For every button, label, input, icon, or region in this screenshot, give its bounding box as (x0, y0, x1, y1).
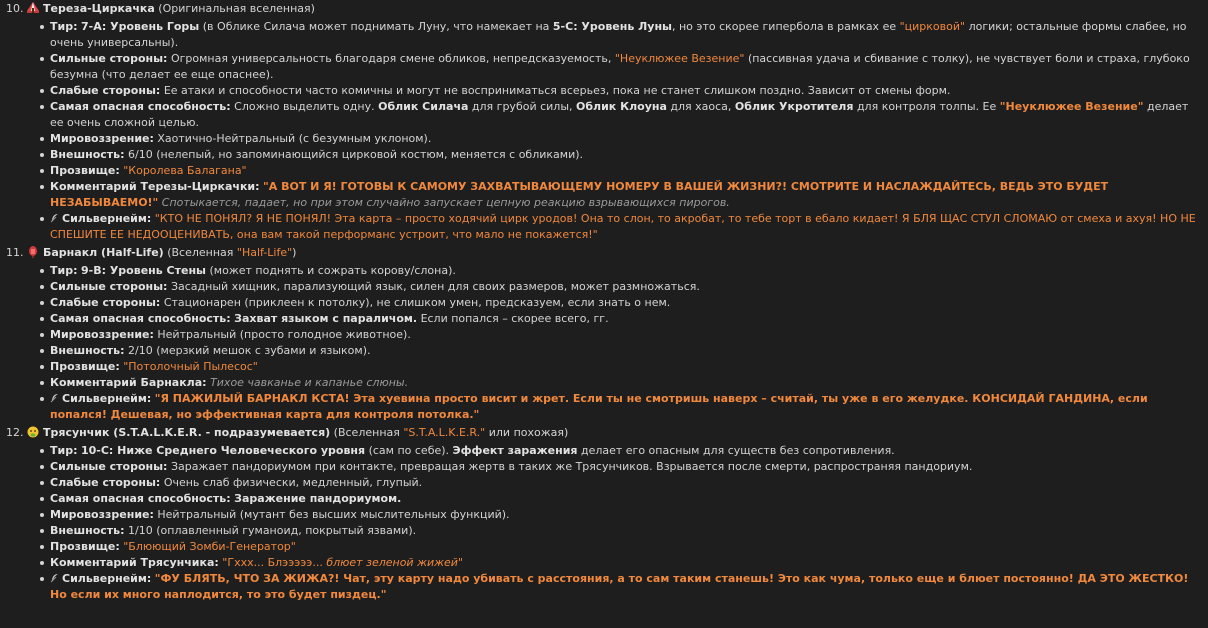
silvername-item: Сильвернейм: "КТО НЕ ПОНЯЛ? Я НЕ ПОНЯЛ! Эта карта – просто ходячий цирк уродов! Она то слон, то акробат, то тебе торт в ебало кидает! Я БЛЯ ЩАС СТУЛ СЛОМАЮ от смеха и ахуя! НО НЕ СПЕШИТЕ ЕЕ НЕДООЦЕНИВАТЬ, она вам такой перформанс устроит, что мало не покажется!" (50, 211, 1198, 243)
danger-item: Самая опасная способность: Захват языком с параличом. Если попался – скорее всего, гг. (50, 311, 1198, 327)
tier-value: 10-C: Ниже Среднего Человеческого уровня (80, 444, 366, 457)
entry-title: Тереза-Циркачка (43, 2, 155, 15)
appearance-item: Внешность: 1/10 (оплавленный гуманоид, покрытый язвами). (50, 523, 1198, 539)
danger-item: Самая опасная способность: Сложно выделить одну. Облик Силача для грубой силы, Облик Клоуна для хаоса, Облик Укротителя для контроля толпы. Ее "Неуклюжее Везение" делает ее очень сложной целью. (50, 99, 1198, 131)
tier-value: 7-A: Уровень Горы (80, 20, 200, 33)
entry-barnacle (6, 245, 1198, 423)
entry-universe: (Оригинальная вселенная) (158, 2, 315, 15)
comment-item: Комментарий Барнакла: Тихое чавканье и капанье слюны. (50, 375, 1198, 391)
circus-tent-icon (26, 2, 40, 14)
entry-number: 11. (6, 246, 24, 259)
alignment-item: Мировоззрение: Нейтральный (мутант без высших мыслительных функций). (50, 507, 1198, 523)
entry-heading: 11. Барнакл (Half-Life) (Вселенная "Half-Life") (6, 246, 297, 259)
entry-heading: 12. Трясунчик (S.T.A.L.K.E.R. - подразумевается) (Вселенная "S.T.A.L.K.E.R." или похожая) (6, 426, 569, 439)
weaknesses-item: Слабые стороны: Ее атаки и способности часто комичны и могут не восприниматься всерьез, пока не станет слишком поздно. Зависит от смены форм. (50, 83, 1198, 99)
nickname-item: Прозвище: "Блюющий Зомби-Генератор" (50, 539, 1198, 555)
feather-icon (50, 393, 60, 403)
appearance-item: Внешность: 6/10 (нелепый, но запоминающийся цирковой костюм, меняется с обликами). (50, 147, 1198, 163)
alignment-item: Мировоззрение: Нейтральный (просто голодное животное). (50, 327, 1198, 343)
appearance-item: Внешность: 2/10 (мерзкий мешок с зубами и языком). (50, 343, 1198, 359)
alignment-item: Мировоззрение: Хаотично-Нейтральный (с безумным уклоном). (50, 131, 1198, 147)
comment-item: Комментарий Терезы-Циркачки: "А ВОТ И Я! ГОТОВЫ К САМОМУ ЗАХВАТЫВАЮЩЕМУ НОМЕРУ В ВАШЕЙ ЖИЗНИ?! СМОТРИТЕ И НАСЛАЖДАЙТЕСЬ, ВЕДЬ ЭТО БУДЕТ НЕЗАБЫВАЕМО!" Спотыкается, падает, но при этом случайно запускает цепную реакцию взрывающихся пирогов. (50, 179, 1198, 211)
sick-face-icon (26, 426, 40, 438)
barnacle-icon (26, 246, 40, 258)
entry-details (6, 263, 1198, 423)
entry-heading (6, 1, 1198, 17)
comment-item: Комментарий Трясунчика: "Гххх... Блэээээ... блюет зеленой жижей" (50, 555, 1198, 571)
tier-item: Тир: 7-A: Уровень Горы (в Облике Силача может поднимать Луну, что намекает на 5-C: Уровень Луны, но это скорее гипербола в рамках ее "цирковой" логики; остальные формы слабее, но очень универсальны). (50, 19, 1198, 51)
tier-value: 9-B: Уровень Стены (80, 264, 206, 277)
nickname-item: Прозвище: "Потолочный Пылесос" (50, 359, 1198, 375)
entry-number: 12. (6, 426, 24, 439)
tier-item: Тир: 9-B: Уровень Стены (может поднять и сожрать корову/слона). (50, 263, 1198, 279)
weaknesses-item: Слабые стороны: Очень слаб физически, медленный, глупый. (50, 475, 1198, 491)
feather-icon (50, 573, 60, 583)
strengths-item: Сильные стороны: Огромная универсальность благодаря смене обликов, непредсказуемость, "Неуклюжее Везение" (пассивная удача и сбивание с толку), не чувствует боли и страха, глубоко безумна (что делает ее еще опаснее). (50, 51, 1198, 83)
entry-number: 10. (6, 2, 24, 15)
weaknesses-item: Слабые стороны: Стационарен (приклеен к потолку), не слишком умен, предсказуем, если знать о нем. (50, 295, 1198, 311)
strengths-item: Сильные стороны: Засадный хищник, парализующий язык, силен для своих размеров, может размножаться. (50, 279, 1198, 295)
danger-item: Самая опасная способность: Заражение пандориумом. (50, 491, 1198, 507)
nickname-item: Прозвище: "Королева Балагана" (50, 163, 1198, 179)
entry-title: Трясунчик (S.T.A.L.K.E.R. - подразумевается) (43, 426, 331, 439)
silvername-item: Сильвернейм: "Я ПАЖИЛЫЙ БАРНАКЛ КСТА! Эта хуевина просто висит и жрет. Если ты не смотришь наверх – считай, ты уже в его желудке. КОНСИДАЙ ГАНДИНА, если попался! Дешевая, но эффективная карта для контроля потолка." (50, 391, 1198, 423)
tier-item: Тир: 10-C: Ниже Среднего Человеческого уровня (сам по себе). Эффект заражения делает его опасным для существ без сопротивления. (50, 443, 1198, 459)
entry-title: Барнакл (Half-Life) (43, 246, 164, 259)
entry-details (6, 443, 1198, 603)
entry-tryasunchik (6, 425, 1198, 603)
strengths-item: Сильные стороны: Заражает пандориумом при контакте, превращая жертв в таких же Трясунчиков. Взрывается после смерти, распространяя пандориум. (50, 459, 1198, 475)
feather-icon (50, 213, 60, 223)
entry-details (6, 19, 1198, 243)
silvername-item: Сильвернейм: "ФУ БЛЯТЬ, ЧТО ЗА ЖИЖА?! Чат, эту карту надо убивать с расстояния, а то сам таким станешь! Это как чума, только еще и блюет постоянно! ДА ЭТО ЖЕСТКО! Но если их много наплодится, то это будет пиздец." (50, 571, 1198, 603)
entry-tereza (6, 1, 1198, 243)
